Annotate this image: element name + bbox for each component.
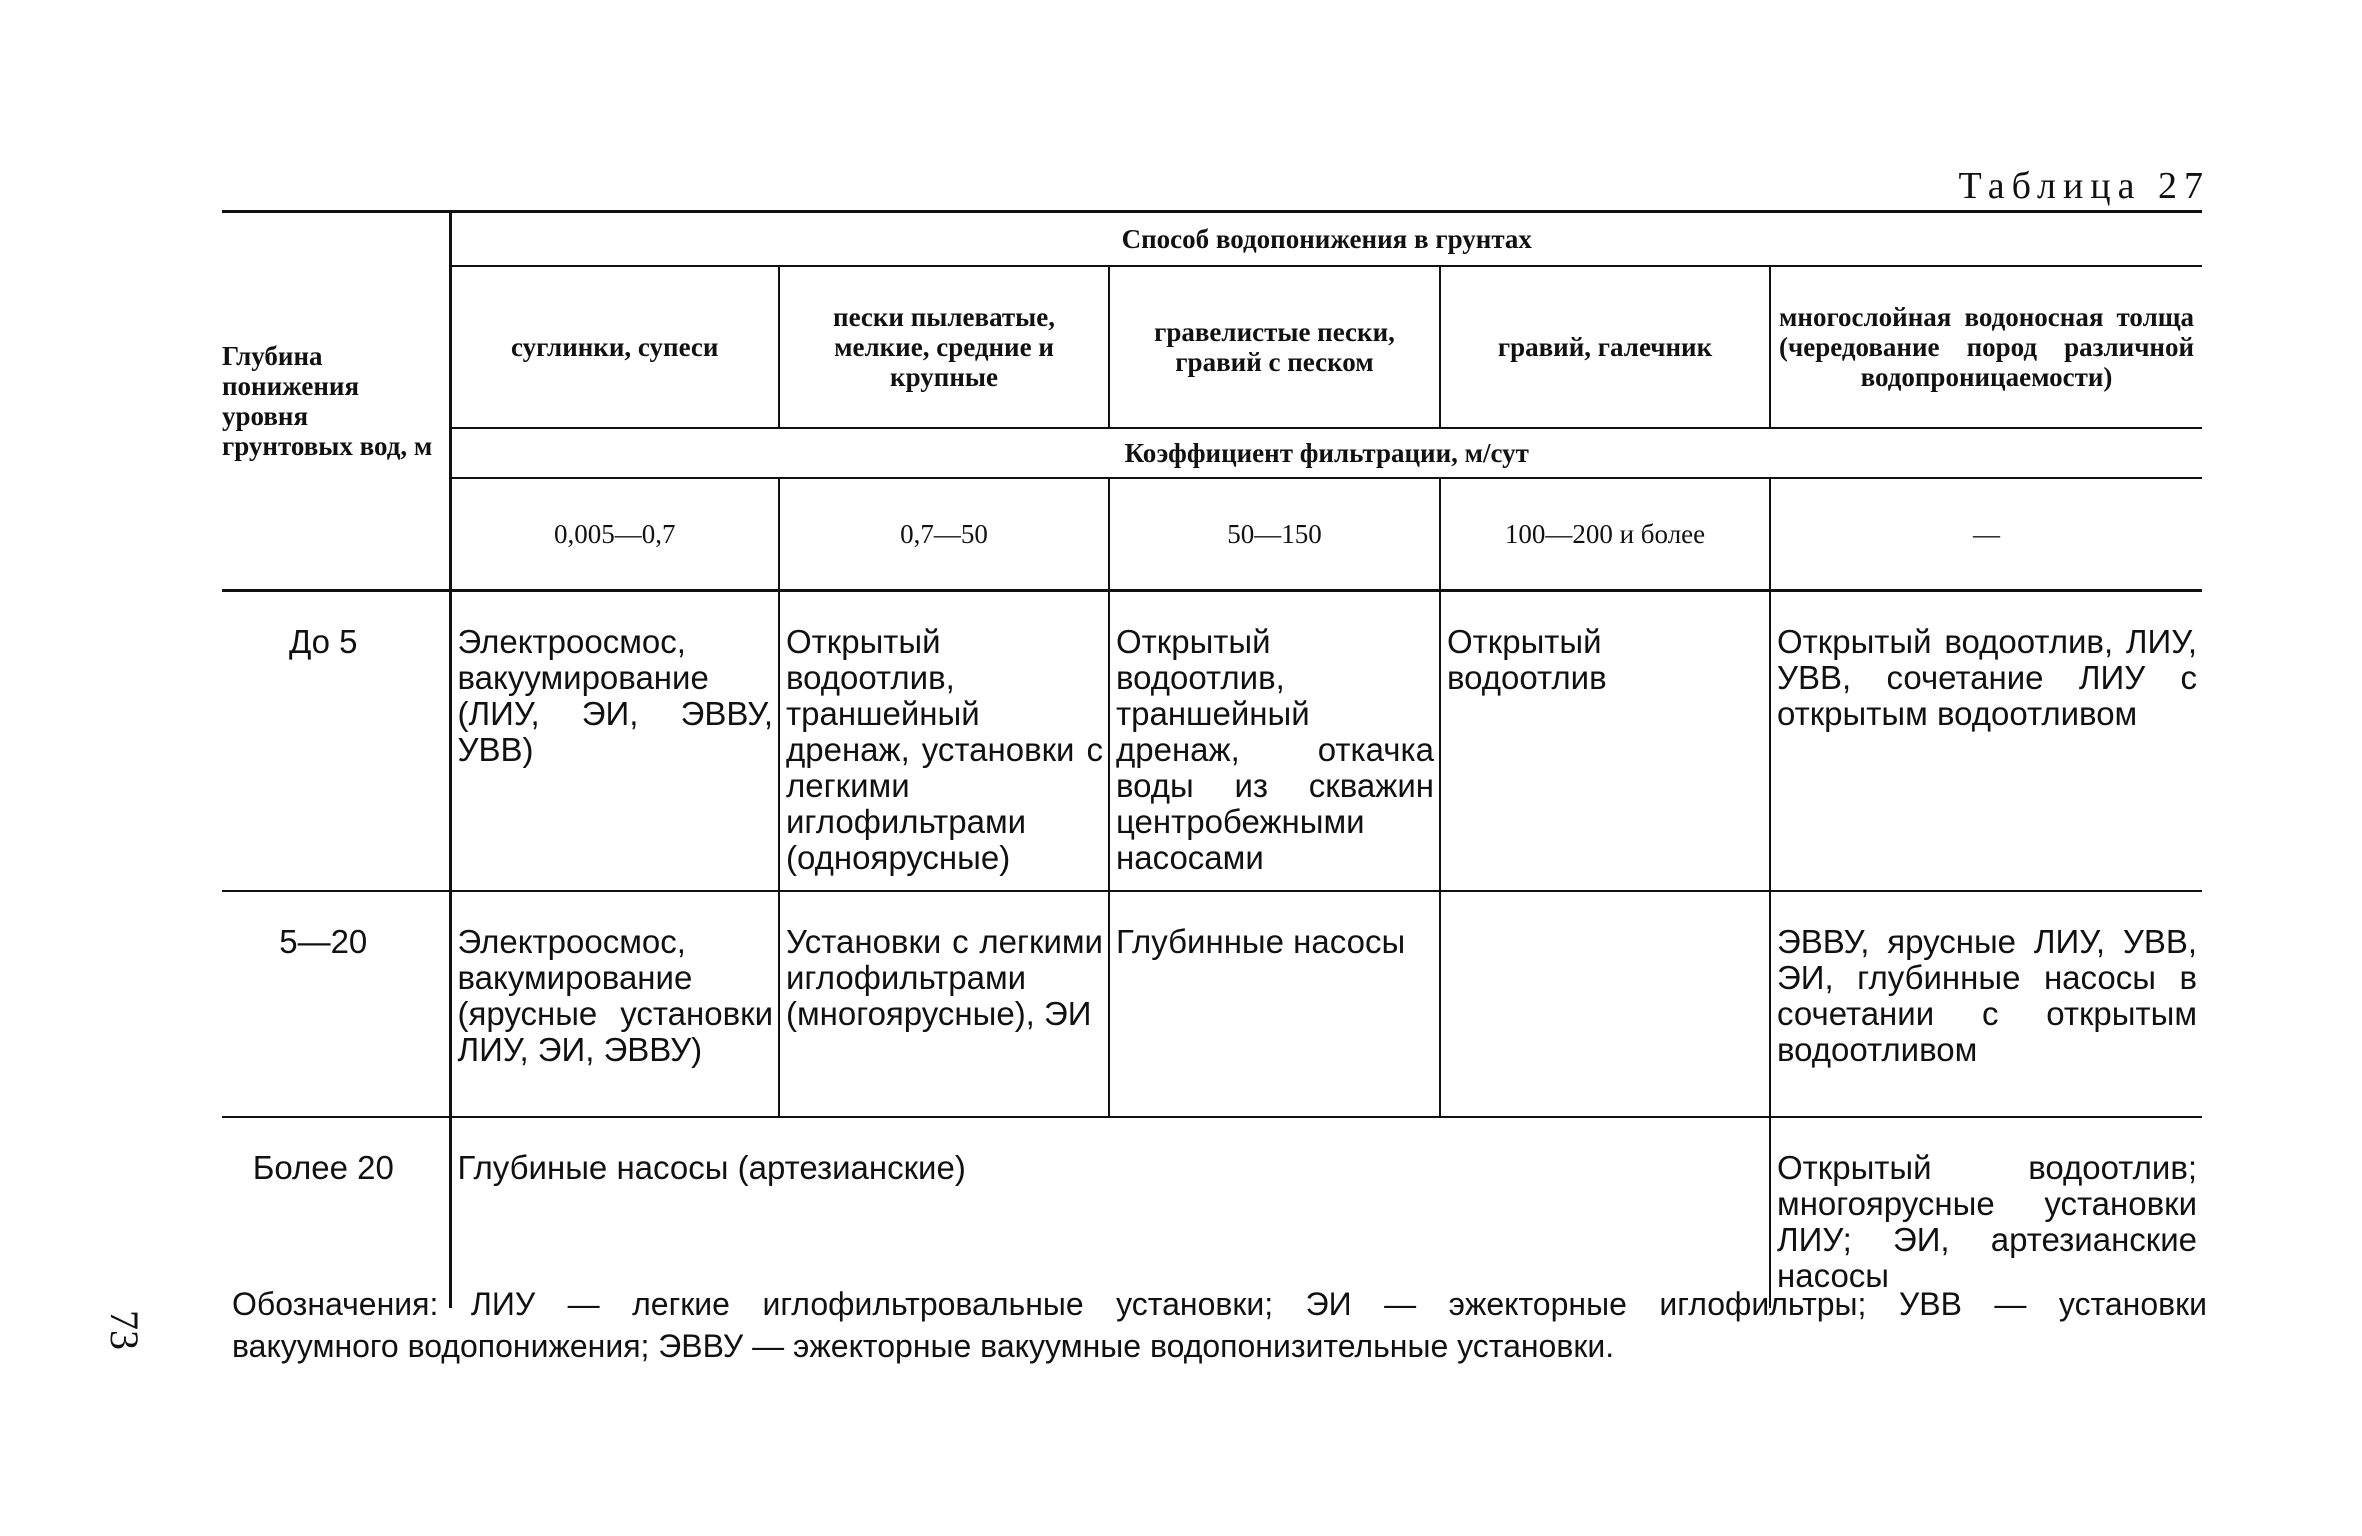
table-cell: Открытый водоотлив, траншейный дренаж, откачка воды из скважин центробежными насосами xyxy=(1109,591,1440,892)
table-row xyxy=(222,1117,2202,1308)
depth-cell: 5—20 xyxy=(222,891,450,1117)
soil-header-gravelly-sand: гравелистые пески, гравий с песком xyxy=(1109,266,1440,428)
table-row xyxy=(222,591,2202,892)
table-row xyxy=(222,891,2202,1117)
table-cell: Глубинные насосы xyxy=(1109,891,1440,1117)
method-group-header: Способ водопонижения в грунтах xyxy=(450,212,2202,267)
table-cell: Открытый водоотлив, ЛИУ, УВВ, сочетание ЛИУ с открытым водоотливом xyxy=(1770,591,2202,892)
table-cell: Установки с легкими иглофильтрами (многоярусные), ЭИ xyxy=(779,891,1109,1117)
notes-line: Обозначения: ЛИУ — легкие иглофильтровальные установки; ЭИ — эжекторные иглофильтры; УВВ — установки xyxy=(232,1286,2207,1322)
table-header xyxy=(222,212,2202,591)
coefficient-value: — xyxy=(1770,478,2202,591)
merged-table-cell: Глубиные насосы (артезианские) xyxy=(450,1117,1770,1308)
notes-line: вакуумного водопонижения; ЭВВУ — эжекторные вакуумные водопонизительные установки. xyxy=(232,1328,1615,1364)
depth-cell: Более 20 xyxy=(222,1117,450,1308)
table-cell: Открытый водоотлив; многоярусные установки ЛИУ; ЭИ, артезианские насосы xyxy=(1777,1149,2198,1294)
table-cell: Открытый водоотлив, траншейный дренаж, установки с легкими иглофильтрами (одноярусные) xyxy=(779,591,1109,892)
table-cell xyxy=(1440,891,1770,1117)
soil-header-loam: суглинки, супеси xyxy=(450,266,779,428)
table-cell: Открытый водоотлив xyxy=(1440,591,1770,892)
table-caption: Таблица 27 xyxy=(1958,165,2210,207)
table-cell: Электроосмос, вакуумирование (ЛИУ, ЭИ, ЭВВУ, УВВ) xyxy=(450,591,779,892)
table-cell: Электроосмос, вакумирование (ярусные установки ЛИУ, ЭИ, ЭВВУ) xyxy=(450,891,779,1117)
coefficient-value: 0,005—0,7 xyxy=(450,478,779,591)
table-cell: ЭВВУ, ярусные ЛИУ, УВВ, ЭИ, глубинные насосы в сочетании с открытым водоотливом xyxy=(1770,891,2202,1117)
soil-header-multilayer: многослойная водоносная толща (чередование пород различной водопроницаемости) xyxy=(1779,302,2195,392)
soil-header-gravel: гравий, галечник xyxy=(1440,266,1770,428)
coefficient-value: 100—200 и более xyxy=(1440,478,1770,591)
table-body xyxy=(222,591,2202,1309)
depth-column-header: Глубина понижения уровня грунтовых вод, м xyxy=(222,212,450,591)
dewatering-methods-table xyxy=(222,210,2202,1308)
filtration-coefficient-header: Коэффициент фильтрации, м/сут xyxy=(450,428,2202,478)
depth-cell: До 5 xyxy=(222,591,450,892)
table-notes xyxy=(232,1283,2207,1367)
soil-header-dusty-sand: пески пылеватые, мелкие, средние и крупные xyxy=(779,266,1109,428)
coefficient-value: 50—150 xyxy=(1109,478,1440,591)
page-number: 73 xyxy=(102,1310,147,1350)
coefficient-value: 0,7—50 xyxy=(779,478,1109,591)
